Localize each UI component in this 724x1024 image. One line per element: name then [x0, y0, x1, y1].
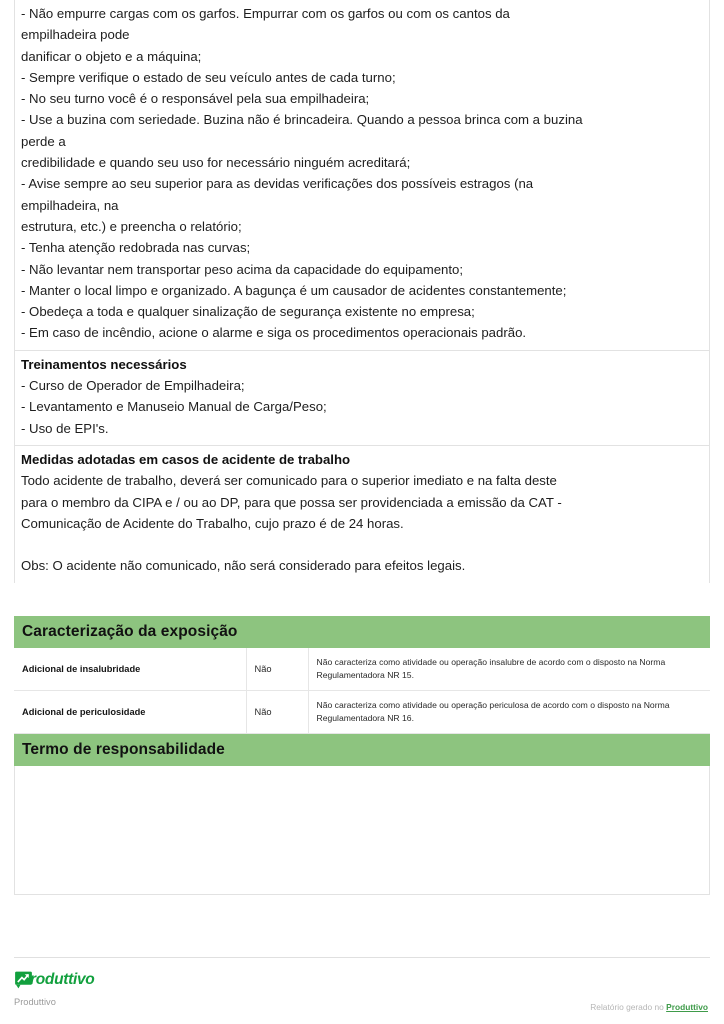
footer-generated-prefix: Relatório gerado no — [590, 1002, 667, 1012]
accident-measures-line: Todo acidente de trabalho, deverá ser comunicado para o superior imediato e na falta deste — [21, 473, 557, 489]
responsibility-empty-area — [14, 766, 710, 895]
safety-rule-line: - Não levantar nem transportar peso acima da capacidade do equipamento; — [21, 261, 464, 277]
footer-company-caption: Produttivo — [14, 997, 56, 1007]
accident-measures-heading: Medidas adotadas em casos de acidente de trabalho — [21, 451, 351, 467]
accident-measures-line: para o membro da CIPA e / ou ao DP, para que possa ser providenciada a emissão da CAT - — [21, 494, 562, 510]
safety-rule-line: - Obedeça a toda e qualquer sinalização de segurança existente no empresa; — [21, 304, 475, 320]
accident-measures-section — [15, 445, 709, 583]
produttivo-link[interactable]: Produttivo — [666, 1002, 708, 1012]
safety-rule-line: - Avise sempre ao seu superior para as devidas verificações dos possíveis estragos (na — [21, 176, 534, 192]
exposure-table — [14, 648, 710, 734]
footer-generated-note — [590, 1002, 708, 1012]
page-footer — [14, 957, 710, 1014]
training-line: - Levantamento e Manuseio Manual de Carga/Peso; — [21, 399, 327, 415]
exposure-row-value: Não — [246, 691, 308, 734]
accident-measures-line: Comunicação de Acidente do Trabalho, cujo prazo é de 24 horas. — [21, 515, 404, 531]
table-row — [14, 648, 710, 691]
safety-rule-line: credibilidade e quando seu uso for necessário ninguém acreditará; — [21, 155, 411, 171]
safety-rules-section — [15, 0, 709, 350]
training-line: - Uso de EPI's. — [21, 420, 109, 436]
accident-measures-note: Obs: O acidente não comunicado, não será considerado para efeitos legais. — [21, 558, 466, 574]
logo-wordmark: roduttivo — [30, 970, 95, 988]
responsibility-banner — [14, 734, 710, 766]
safety-rule-line: - Não empurre cargas com os garfos. Empurrar com os garfos ou com os cantos da — [21, 6, 510, 21]
training-line: - Curso de Operador de Empilhadeira; — [21, 378, 245, 394]
exposure-row-description: Não caracteriza como atividade ou operação periculosa de acordo com o disposto na Norma Regulamentadora NR 16. — [316, 700, 670, 723]
exposure-row-description: Não caracteriza como atividade ou operação insalubre de acordo com o disposto na Norma Regulamentadora NR 15. — [316, 657, 666, 680]
document-body — [14, 0, 710, 583]
exposure-banner — [14, 616, 710, 648]
trainings-heading: Treinamentos necessários — [21, 356, 187, 372]
exposure-row-label: Adicional de insalubridade — [14, 648, 246, 691]
safety-rule-line: danificar o objeto e a máquina; — [21, 48, 202, 64]
safety-rule-line: perde a — [21, 133, 66, 149]
produttivo-logo — [14, 968, 710, 990]
exposure-banner-title: Caracterização da exposição — [22, 623, 238, 640]
safety-rule-line: estrutura, etc.) e preencha o relatório; — [21, 218, 242, 234]
responsibility-banner-title: Termo de responsabilidade — [22, 741, 225, 759]
safety-rule-line: empilhadeira, na — [21, 197, 119, 213]
exposure-row-value: Não — [246, 648, 308, 691]
safety-rule-line: - Manter o local limpo e organizado. A bagunça é um causador de acidentes constantemente; — [21, 282, 567, 298]
safety-rule-line: - Use a buzina com seriedade. Buzina não é brincadeira. Quando a pessoa brinca com a buzina — [21, 112, 583, 128]
exposure-block — [14, 616, 710, 895]
safety-rule-line: empilhadeira pode — [21, 27, 130, 43]
safety-rule-line: - Tenha atenção redobrada nas curvas; — [21, 240, 251, 256]
table-row — [14, 691, 710, 734]
paragraph-spacer — [21, 534, 703, 555]
safety-rule-line: - No seu turno você é o responsável pela sua empilhadeira; — [21, 91, 370, 107]
safety-rule-line: - Em caso de incêndio, acione o alarme e siga os procedimentos operacionais padrão. — [21, 325, 527, 341]
safety-rule-line: - Sempre verifique o estado de seu veículo antes de cada turno; — [21, 69, 396, 85]
exposure-row-label: Adicional de periculosidade — [14, 691, 246, 734]
trainings-section — [15, 350, 709, 445]
